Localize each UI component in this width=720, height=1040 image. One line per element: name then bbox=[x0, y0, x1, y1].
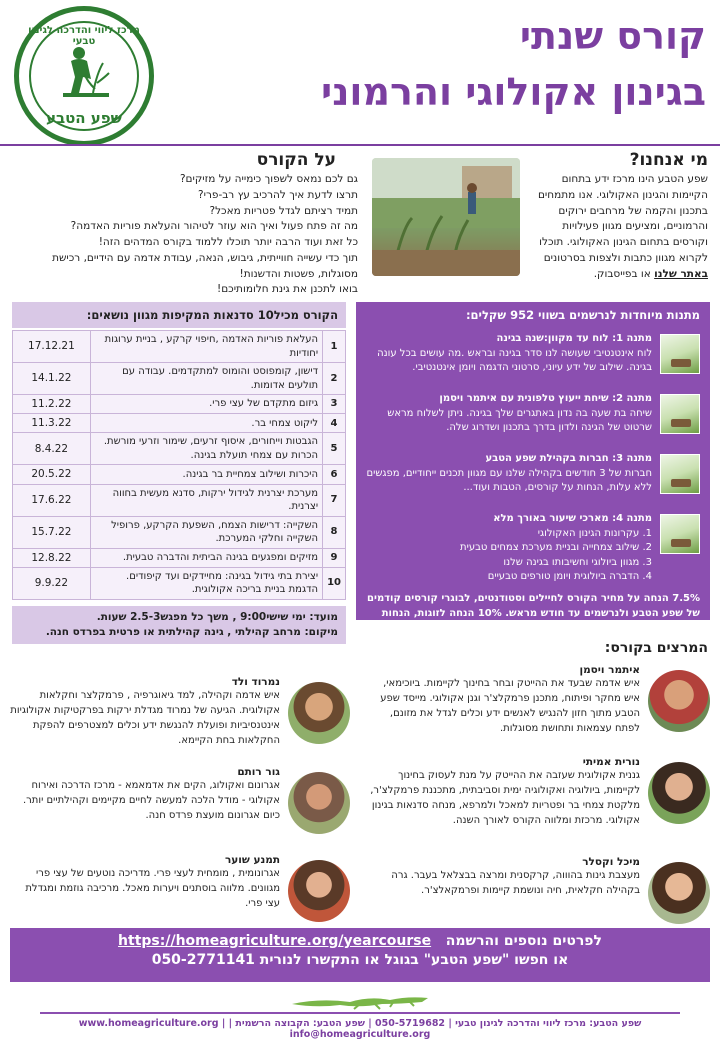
about-line: תוך כדי עשייה חווייתית, גיבוש, הנאה, עבודת אדמה עם הידיים, רכישת מסוגלות, פשטות והדשנות! bbox=[52, 251, 358, 280]
discount-note: 7.5% הנחה על מחיר הקורס לחיילים וסטודנטים, לבוגרי קורסים קודמים של שפע הטבע ולנרשמים עד חודש מראש. 10% הנחה לזוגות, הנחות מיוחדות לחברי קהילת שפע הטבע (ללא כפל הנחות). bbox=[367, 592, 700, 634]
instructor-photo bbox=[648, 762, 710, 824]
seedling-icon bbox=[660, 514, 700, 554]
about-line: תמיד רציתם לגדל פטריות מאכל? bbox=[209, 204, 358, 217]
schedule-row-number: 8 bbox=[323, 516, 346, 548]
footer-contacts: שפע הטבע: מרכז ליווי והדרכה לגינון טבעי | 050-5719682 | שפע הטבע: הקבוצה הרשמית | www.homeagriculture.org | info@homeagriculture.org bbox=[78, 1018, 642, 1040]
who-text-before: שפע הטבע הינו מרכז ידע בתחום הקיימות והגינון האקולוגי. אנו מתמחים בתכנון והקמה של מרחבים ירוקים והרמוניים, ומציעים מגוון פעילויות וקורסים בתחום הגינון האקולוגי. תוכלו לקרוא מגוון כתבות ולצפות בסרטונים bbox=[537, 173, 708, 264]
gift-list-item: 1. עקרונות הגינון האקולוגי bbox=[537, 527, 652, 539]
instructor-card bbox=[10, 854, 350, 911]
gift-item bbox=[366, 452, 700, 502]
schedule-row-date: 20.5.22 bbox=[13, 465, 91, 484]
gift-title: מתנה 2: שיחת ייעוץ טלפונית עם איתמר ויסמן bbox=[439, 393, 652, 404]
gift-list-item: 3. מגוון ביולוגי וחשיבותו בגינה שלנו bbox=[503, 556, 652, 568]
gift-list-item: 2. שילוב צמחייה ובניית מערכת צמחים טבעית bbox=[460, 542, 652, 553]
schedule-row bbox=[13, 433, 346, 465]
schedule-row-date: 17.6.22 bbox=[13, 484, 91, 516]
schedule-row-topic: גיזום מתקדם של עצי פרי. bbox=[90, 395, 322, 414]
schedule-row-topic: הגבטות וייחורים, איסוף זרעים, שימור וזרעי מורשת. הכרות עם צמחי תועלת בגינה. bbox=[90, 433, 322, 465]
schedule-footer bbox=[12, 606, 346, 644]
instructor-card bbox=[10, 766, 350, 823]
schedule-row-topic: מערכת יצרנית לגידול ירקות, סדנא מעשית בחווה יצרנית. bbox=[90, 484, 322, 516]
schedule-row-topic: היכרות ושילוב צמחיית בר בגינה. bbox=[90, 465, 322, 484]
schedule-row-date: 15.7.22 bbox=[13, 516, 91, 548]
schedule-row-number: 10 bbox=[323, 567, 346, 599]
schedule-row-date: 14.1.22 bbox=[13, 363, 91, 395]
schedule-row bbox=[13, 331, 346, 363]
instructor-card bbox=[10, 676, 350, 748]
gift-title: מתנה 4: מארכי שיעור באורך מלא bbox=[493, 513, 652, 524]
instructor-name: תמנע שוער bbox=[224, 854, 280, 866]
gift-list-item: 4. הדברה ביולוגית ויומן טורפים טבעיים bbox=[487, 571, 652, 582]
gift-text: שיחה בת שעה בה נדון באתגרים שלך בגינה. ניתן לשלוח מראש שרטוט של הגינה ולדון בדרך בתכנון ושדרוג שלה. bbox=[387, 407, 652, 433]
instructor-desc: אגרונום ואקולוג, הקים את אדמאמא - מרכז הדרכה ואירוח אקולוגי - מודל הלכה למעשה לחיים מקיימים וקהילתיים יותר. כיום אגרונום מועצת פרדס חנה. bbox=[22, 780, 280, 821]
gift-text: חברות של 3 חודשים בקהילה שלנו עם מגוון תכנים ייחודיים, מפגשים ללא עלות, הנחות על קורסים, הטבות ועוד... bbox=[366, 467, 652, 493]
logo bbox=[14, 6, 154, 146]
contact-line1 bbox=[10, 933, 710, 949]
header-divider bbox=[0, 144, 720, 146]
who-text-after: או בפייסבוק. bbox=[593, 267, 651, 280]
instructors-heading: המרצים בקורס: bbox=[604, 640, 708, 656]
gift-item bbox=[366, 332, 700, 382]
schedule-heading: הקורס מכיל10 סדנאות המקיפות מגוון נושאים: bbox=[12, 302, 346, 328]
schedule-row-date: 12.8.22 bbox=[13, 548, 91, 567]
gardener-figure-icon bbox=[57, 43, 111, 101]
instructor-photo bbox=[648, 862, 710, 924]
schedule-row-number: 3 bbox=[323, 395, 346, 414]
gift-text: לוח אינטנטיבי שעושה לנו סדר בגינה ובראש .מה עושים בכל עונה בגינה. שילוב של ידע עיוני, סרטוני הדגמה ויומן אינטנטיבי. bbox=[377, 347, 652, 373]
schedule-row-date: 8.4.22 bbox=[13, 433, 91, 465]
gift-item bbox=[366, 512, 700, 585]
page-title-line1: קורס שנתי bbox=[519, 14, 706, 58]
instructor-desc: אגרונומית , מומחית לעצי פרי. מדריכה נוטעים של עצי פרי מגוונים. מלווה בוסתנים ויערות מאכל. מרכיבה גוזמת ומגדלת עצי פרי. bbox=[25, 868, 280, 909]
about-heading: על הקורס bbox=[256, 150, 336, 170]
schedule-row-number: 4 bbox=[323, 414, 346, 433]
schedule-table bbox=[12, 330, 346, 600]
schedule-row-number: 2 bbox=[323, 363, 346, 395]
instructor-name: גור רותם bbox=[237, 766, 280, 778]
about-line: גם לכם נמאס לשפוך כימייה על מזיקים? bbox=[179, 173, 358, 185]
seedling-icon bbox=[660, 334, 700, 374]
schedule-row-topic: ליקוט צמחי בר. bbox=[90, 414, 322, 433]
seedling-icon bbox=[660, 394, 700, 434]
schedule-row-number: 9 bbox=[323, 548, 346, 567]
about-line: מה זה פתח פעול ואיך הוא עוזר לטיהור והעלאת פוריות האדמה? bbox=[70, 220, 358, 233]
schedule-row-number: 6 bbox=[323, 465, 346, 484]
instructor-name: נורית אמיתי bbox=[582, 756, 640, 768]
schedule-row bbox=[13, 548, 346, 567]
instructor-name: איתמר ויסמן bbox=[579, 664, 640, 676]
instructor-name: נמרוד ולד bbox=[231, 676, 280, 688]
schedule-row-date: 9.9.22 bbox=[13, 567, 91, 599]
gifts-heading: מתנות מיוחדות לנרשמים בשווי 952 שקלים: bbox=[465, 308, 700, 322]
schedule-place: מיקום: מרחב קהילתי , גינה קהילתית או פרטית בפרדס חנה. bbox=[45, 626, 338, 639]
instructor-photo bbox=[288, 860, 350, 922]
who-heading: מי אנחנו? bbox=[629, 150, 708, 170]
schedule-row-date: 11.2.22 bbox=[13, 395, 91, 414]
schedule-row-topic: השקייה: דרישות הצמח, השפעת הקרקע, פרופיל השקייה וחלקי המערכת. bbox=[90, 516, 322, 548]
contact-label: לפרטים נוספים והרשמה bbox=[445, 933, 602, 949]
logo-brand: שפע הטבע bbox=[45, 109, 123, 127]
schedule-row bbox=[13, 567, 346, 599]
schedule-row-topic: יצירת בתי גידול בגינה: מחיידקים ועד קיפודים. הדגמת בניית בריכה אקולוגית. bbox=[90, 567, 322, 599]
instructor-photo bbox=[288, 772, 350, 834]
contact-box bbox=[10, 928, 710, 982]
instructor-desc: איש אדמה וקהילה, למד גיאוגרפיה , פרמקלצר וחקלאות אקולוגית. הגיעה של נמרוד מגדלת ירקות בפרקטיקות אקולוגיות אינטנסיביות ופועלת להנגשת ידע וכלים למצטרפים להפקת החקלאות בחת הקיימא. bbox=[10, 690, 280, 746]
instructor-desc: גננית אקולוגית שעזבה את ההייטק על מנת לעסוק בחינוך לקיימות, ביולוגיה ואקולוגיה ימית וסביבתית, מתכננת פרמקלצ'ר, מלקטת צמחי בר ופטריות למאכל ולמרפא, מנחה סדנאות בגינון אקולוגי. מרכזת ומלווה הקורס לאורך השנה. bbox=[370, 770, 640, 826]
instructor-desc: מעצבת גינות בהוווה, קרקסנית ומרצה בבצלאל בעבר. גרה בקהילה חקלאית, חיה ונושמת קיימות ופרמקאלצ'ר. bbox=[391, 870, 640, 896]
gift-title: מתנה 1: לוח עד מקוון:שנה בגינה bbox=[496, 333, 652, 344]
about-text bbox=[18, 172, 358, 298]
who-text bbox=[530, 172, 708, 282]
schedule-row-date: 17.12.21 bbox=[13, 331, 91, 363]
page-title-line2: בגינון אקולוגי והרמוני bbox=[321, 70, 706, 114]
gift-item bbox=[366, 392, 700, 442]
about-line: תרצו לדעת איך להרכיב עץ רב-פרי? bbox=[198, 188, 358, 201]
website-link[interactable]: באתר שלנו bbox=[654, 267, 708, 280]
schedule-row-topic: דישון, קומפוסט והומוס למתקדמים. עבודה עם תולעים אדומות. bbox=[90, 363, 322, 395]
about-line: כל זאת ועוד הרבה יותר תוכלו ללמוד בקורס המדהים הזה! bbox=[98, 236, 358, 248]
lizard-icon bbox=[290, 990, 430, 1010]
schedule-row-number: 1 bbox=[323, 331, 346, 363]
instructor-desc: איש אדמה שבעד את ההייטק ובחר בחינוך לקיימות. ביוכימאי, איש מחקר ופיתוח, מתכנן פרמקלצ'ר וגנן אקולוגי. מייסד שפע הטבע מתוך חזון להנגיש לאנשים ידע וכלים לגדל את מזונם, לפתח עצמאות ותחושת מסוגלות. bbox=[380, 678, 640, 734]
registration-link[interactable]: https://homeagriculture.org/yearcourse bbox=[118, 933, 432, 949]
instructor-card bbox=[370, 856, 710, 898]
about-line: בואו לתכנן את גינת חלומותיכם! bbox=[216, 283, 358, 296]
contact-line2: או חפשו "שפע הטבע" בגוגל או התקשרו לנורית 050-2771141 bbox=[151, 952, 569, 968]
gifts-box bbox=[356, 302, 710, 634]
instructor-card bbox=[370, 756, 710, 828]
schedule-row-number: 7 bbox=[323, 484, 346, 516]
schedule-time: מועד: ימי שישי9:00 , משך כל מפגש2.5-3 שעות. bbox=[96, 611, 338, 623]
schedule-row-date: 11.3.22 bbox=[13, 414, 91, 433]
instructor-photo bbox=[648, 670, 710, 732]
schedule-row bbox=[13, 395, 346, 414]
schedule-row-number: 5 bbox=[323, 433, 346, 465]
garden-photo bbox=[372, 158, 520, 276]
schedule-row bbox=[13, 414, 346, 433]
schedule-row bbox=[13, 363, 346, 395]
gift-title: מתנה 3: חברות בקהילת שפע הטבע bbox=[485, 453, 652, 464]
schedule-row bbox=[13, 465, 346, 484]
instructor-card bbox=[370, 664, 710, 736]
garden-photo-illustration bbox=[372, 158, 520, 276]
instructor-photo bbox=[288, 682, 350, 744]
instructor-name: מיכל וקסלר bbox=[582, 856, 640, 868]
schedule-row-topic: העלאת פוריות האדמה ,חיפוי קרקע , בניית ערוגות יחודיות bbox=[90, 331, 322, 363]
schedule-row-topic: מזיקים ומפגעים בגינה הביתית והדברה טבעית. bbox=[90, 548, 322, 567]
logo-arc-text: מרכז ליווי והדרכה לגינון טבעי bbox=[28, 25, 140, 47]
schedule-row bbox=[13, 516, 346, 548]
footer-divider bbox=[40, 1012, 680, 1014]
schedule-row bbox=[13, 484, 346, 516]
seedling-icon bbox=[660, 454, 700, 494]
